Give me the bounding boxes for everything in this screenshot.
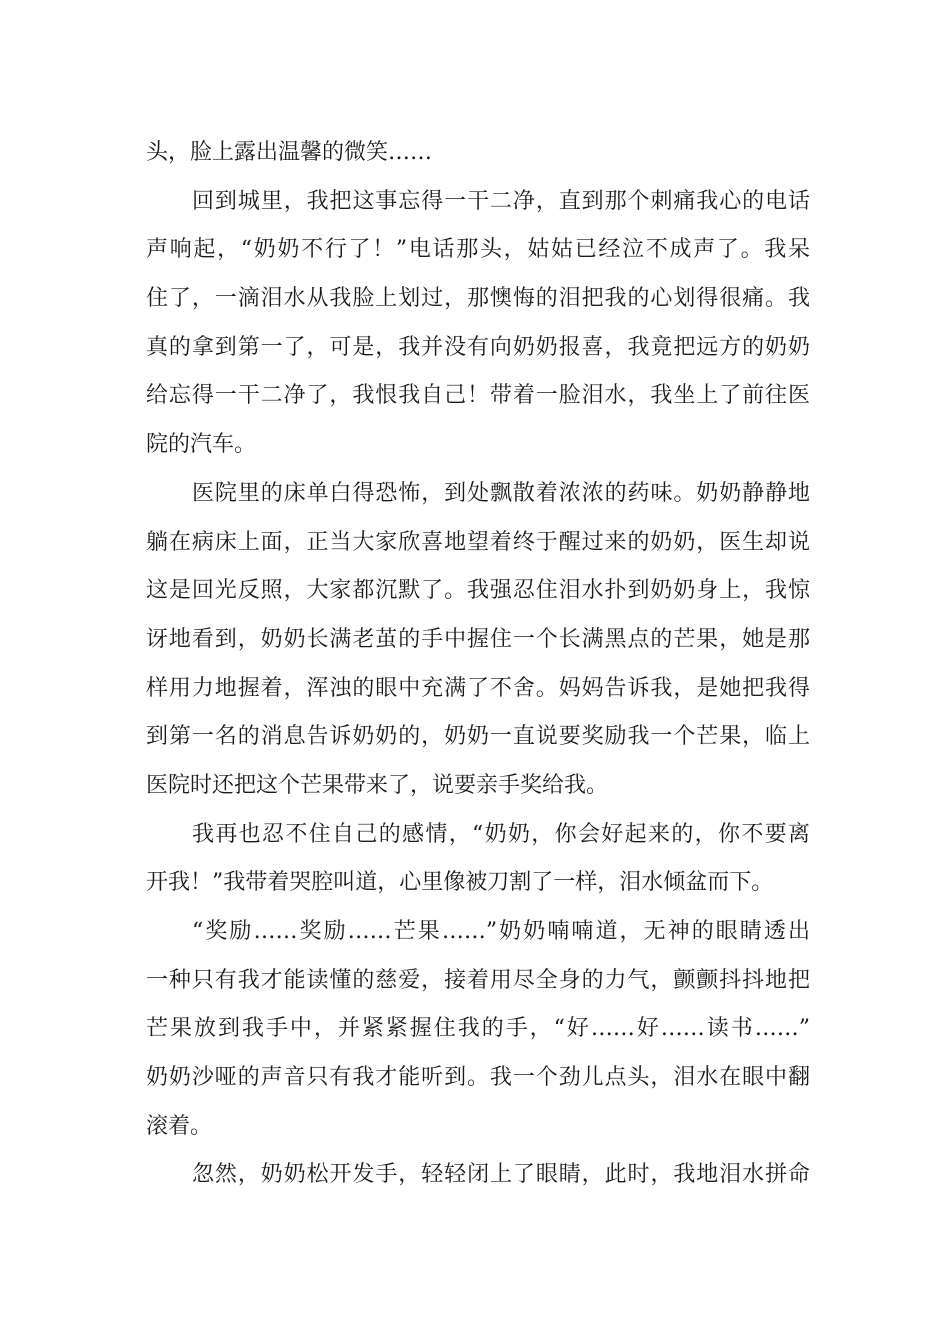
- text-line: 头，脸上露出温馨的微笑……: [146, 140, 433, 165]
- text-line: 真的拿到第一了，可是，我并没有向奶奶报喜，我竟把远方的奶奶: [146, 334, 810, 360]
- paragraph: [146, 470, 810, 811]
- document-page: [146, 129, 810, 1200]
- text-line: 忽然，奶奶松开发手，轻轻闭上了眼睛，此时，我地泪水拼命: [192, 1162, 810, 1188]
- text-line: 我再也忍不住自己的感情，“奶奶，你会好起来的，你不要离: [192, 821, 810, 847]
- text-line: “奖励……奖励……芒果……”奶奶喃喃道，无神的眼睛透出: [192, 919, 810, 944]
- text-line: 奶奶沙哑的声音只有我才能听到。我一个劲儿点头，泪水在眼中翻: [146, 1065, 810, 1091]
- text-line: 到第一名的消息告诉奶奶的，奶奶一直说要奖励我一个芒果，临上: [146, 724, 810, 750]
- text-line: 开我！”我带着哭腔叫道，心里像被刀割了一样，泪水倾盆而下。: [146, 870, 774, 896]
- text-line: 一种只有我才能读懂的慈爱，接着用尽全身的力气，颤颤抖抖地把: [146, 967, 810, 993]
- text-line: 院的汽车。: [146, 432, 257, 458]
- text-line: 滚着。: [146, 1113, 213, 1139]
- text-line: 躺在病床上面，正当大家欣喜地望着终于醒过来的奶奶，医生却说: [146, 529, 810, 555]
- text-line: 讶地看到，奶奶长满老茧的手中握住一个长满黑点的芒果，她是那: [146, 626, 810, 652]
- text-line: 给忘得一干二净了，我恨我自己！带着一脸泪水，我坐上了前往医: [146, 383, 810, 409]
- paragraph: [146, 129, 810, 178]
- text-line: 医院时还把这个芒果带来了，说要亲手奖给我。: [146, 772, 609, 798]
- text-line: 芒果放到我手中，并紧紧握住我的手，“好……好……读书……”: [146, 1016, 810, 1042]
- text-line: 回到城里，我把这事忘得一干二净，直到那个刺痛我心的电话: [192, 188, 810, 214]
- paragraph: [146, 178, 810, 470]
- text-line: 样用力地握着，浑浊的眼中充满了不舍。妈妈告诉我，是她把我得: [146, 675, 810, 701]
- paragraph: [146, 811, 810, 908]
- text-line: 住了，一滴泪水从我脸上划过，那懊悔的泪把我的心划得很痛。我: [146, 286, 810, 312]
- paragraph: [146, 908, 810, 1151]
- text-line: 声响起，“奶奶不行了！”电话那头，姑姑已经泣不成声了。我呆: [146, 237, 810, 263]
- paragraph: [146, 1151, 810, 1200]
- text-line: 这是回光反照，大家都沉默了。我强忍住泪水扑到奶奶身上，我惊: [146, 578, 810, 604]
- text-line: 医院里的床单白得恐怖，到处飘散着浓浓的药味。奶奶静静地: [192, 480, 810, 506]
